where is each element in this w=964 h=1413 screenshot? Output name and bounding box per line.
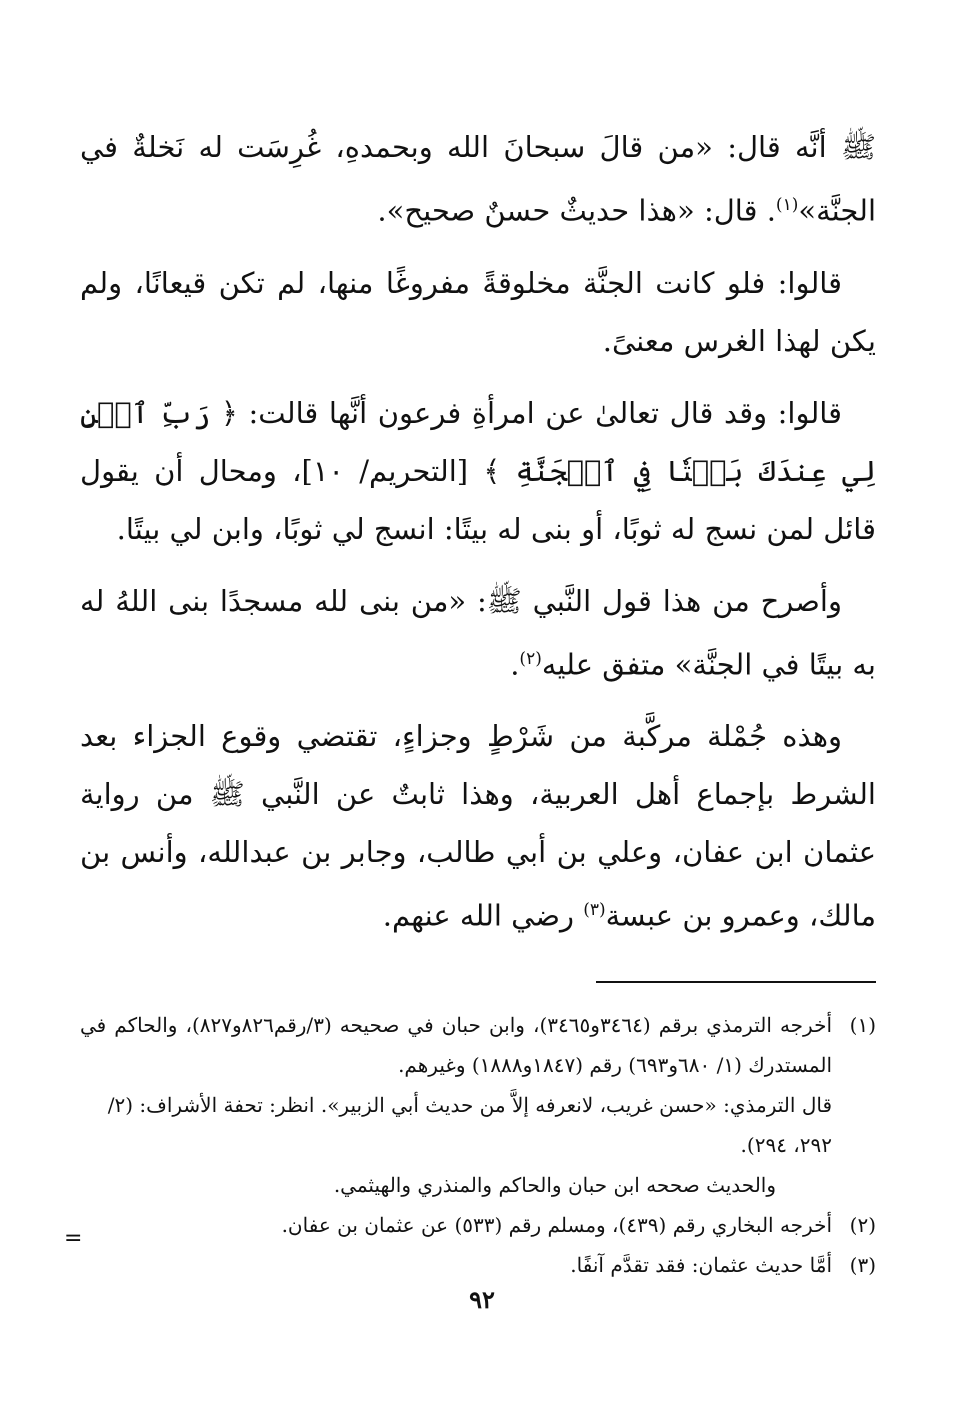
paragraph-3-tail: [التحريم/ ١٠]، ومحال أن يقول قائل لمن نسج له ثوبًا، أو بنى له بيتًا: انسج لي ثوبًا، وابن لي بيتًا. [80,453,876,546]
paragraph-2-text: قالوا: فلو كانت الجنَّة مخلوقةً مفروغًا منها، لم تكن قيعانًا، ولم يكن لهذا الغرس معنىً. [80,265,876,358]
paragraph-1-text: ﷺ أنَّه قال: «من قالَ سبحانَ الله وبحمدهِ، غُرِسَت له نَخلةٌ في الجنَّة» [80,130,876,228]
paragraph-5-text: وهذه جُمْلة مركَّبة من شَرْطٍ وجزاءٍ، تقتضي وقوع الجزاء بعد الشرط بإجماع أهل العربية، وهذا ثابتٌ عن النَّبي ﷺ من رواية عثمان ابن عفان، وعلي بن أبي طالب، وجابر بن عبدالله، وأنس بن مالك، وعمرو بن عبسة [80,719,876,933]
footnote-2-text: أخرجه البخاري رقم (٤٣٩)، ومسلم رقم (٥٣٣) عن عثمان بن عفان. [281,1212,832,1237]
footnote-separator [596,981,876,983]
paragraph-2 [80,254,876,370]
page-number: ٩٢ [469,1285,495,1314]
footnote-1-grading: والحديث صححه ابن حبان والحاكم والمنذري والهيثمي. [333,1172,776,1197]
footnote-1-comment: قال الترمذي: «حسن غريب، لانعرفه إلاَّ من حديث أبي الزبير». انظر: تحفة الأشراف: (٢/ ٢٩٢، ٢٩٤). [107,1092,832,1157]
footnote-1 [80,1005,876,1085]
continuation-mark: = [64,1226,83,1251]
footnote-1-text: أخرجه الترمذي برقم (٣٤٦٤و٣٤٦٥)، وابن حبان في صحيحه (٣/رقم٨٢٦و٨٢٧)، والحاكم في المستدرك (١/ ٦٨٠و٦٩٣) رقم (١٨٤٧و١٨٨٨) وغيرهم. [80,1012,832,1077]
footnote-2 [80,1205,876,1245]
paragraph-4-tail: . [510,647,520,682]
paragraph-5-tail: رضي الله عنهم. [382,898,584,933]
footnote-ref-1[interactable]: (١) [775,195,799,215]
footnote-ref-2[interactable]: (٢) [519,648,542,669]
footnote-ref-3[interactable]: (٣) [583,900,606,921]
paragraph-3-text: قالوا: وقد قال تعالىٰ عن امرأةِ فرعون أنَّها قالت: [237,395,842,430]
footnotes [80,1005,876,1285]
footnote-1-number: (١) [849,1012,876,1037]
paragraph-3 [80,384,876,558]
paragraph-4-text: وأصرح من هذا قول النَّبي ﷺ: «من بنى لله مسجدًا بنى اللهُ له به بيتًا في الجنَّة» متفق عليه [80,583,876,682]
footnote-3-text: أمَّا حديث عثمان: فقد تقدَّم آنفًا. [570,1252,832,1277]
paragraph-1-tail: . قال: «هذا حديثٌ حسنٌ صحيح». [377,193,776,228]
footnote-3-number: (٣) [849,1252,876,1277]
paragraph-1 [80,118,876,240]
footnote-3 [80,1245,876,1285]
quran-verse: ﴿ رَبِّ ٱبۡنِ لِي عِندَكَ بَيۡتٗا فِي ٱلۡجَنَّةِ ﴾ [80,395,876,488]
footnote-2-number: (٢) [849,1212,876,1237]
page-body [80,118,876,1285]
paragraph-5 [80,707,876,945]
paragraph-4 [80,572,876,694]
